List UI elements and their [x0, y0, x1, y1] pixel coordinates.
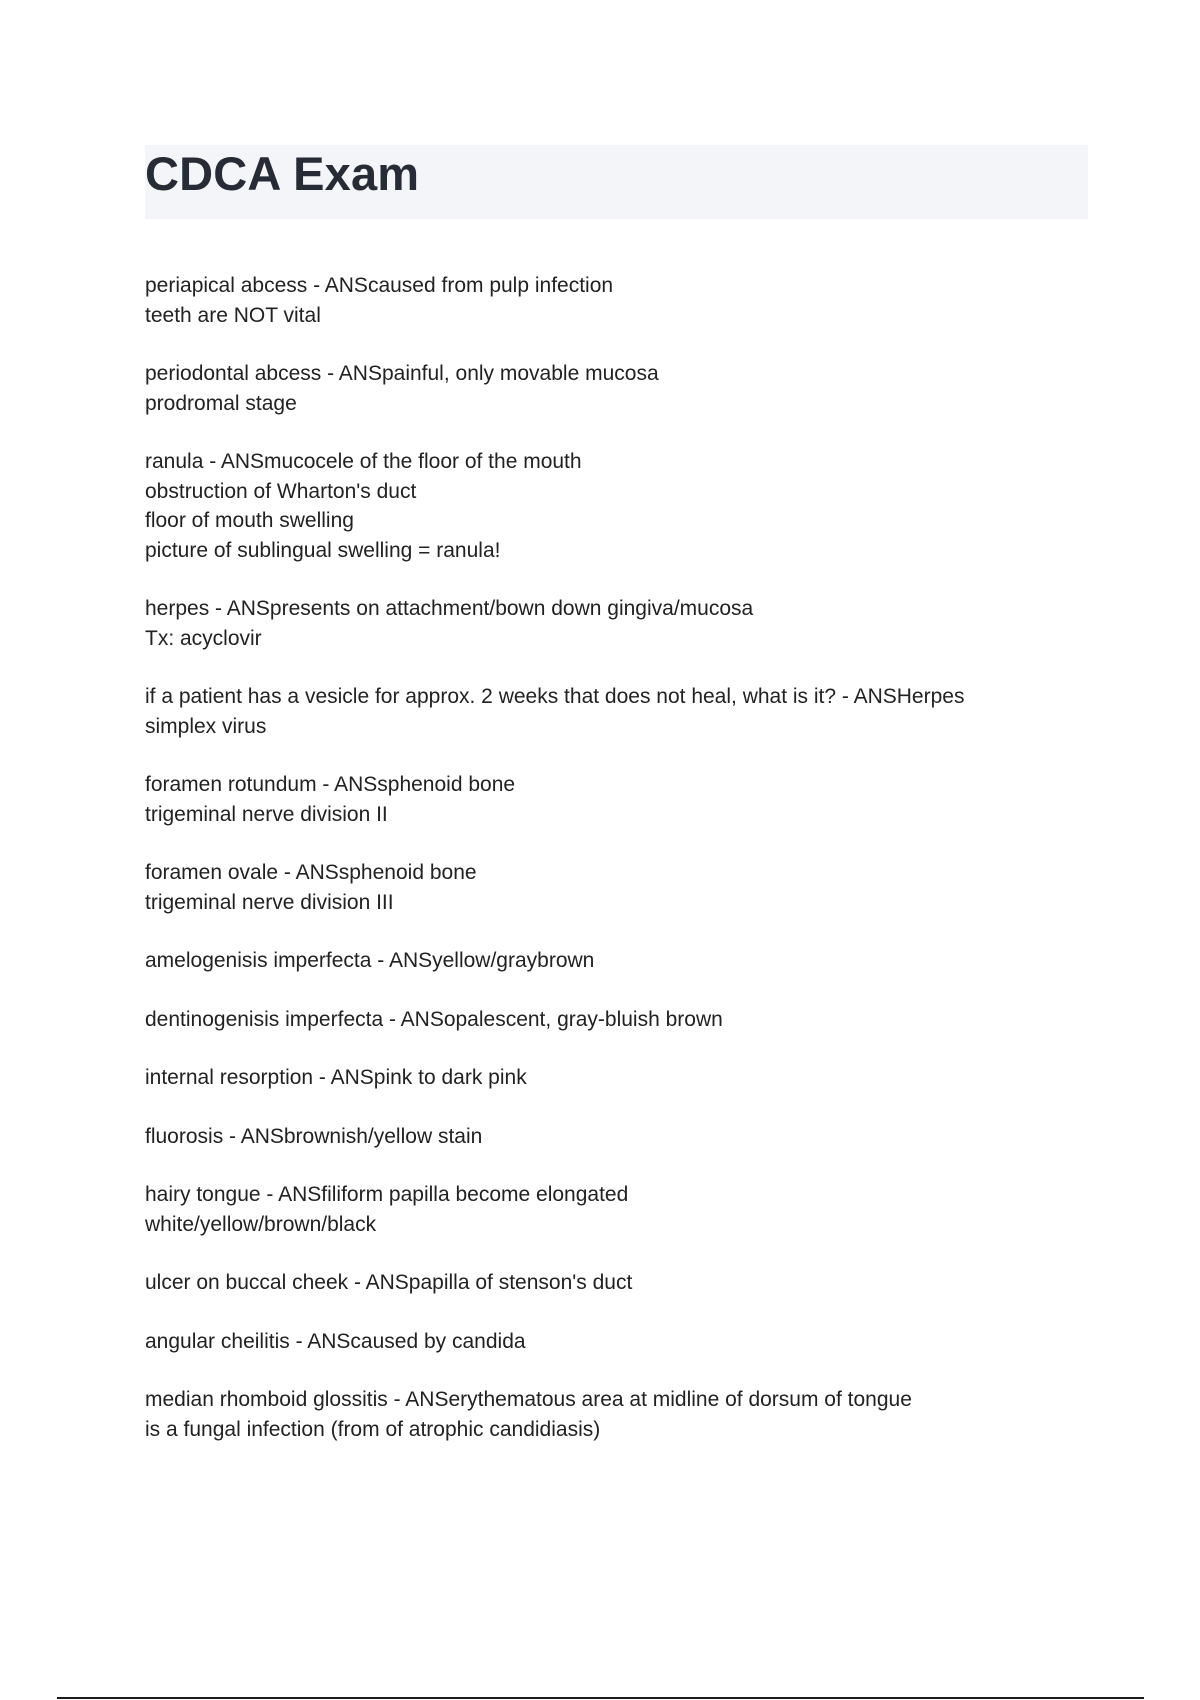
entry-line: foramen ovale - ANSsphenoid bone — [145, 861, 477, 884]
qa-entry — [145, 1180, 1085, 1239]
entry-line: white/yellow/brown/black — [145, 1212, 377, 1236]
qa-entry — [145, 1268, 1085, 1298]
document-title: CDCA Exam — [145, 147, 420, 200]
entry-line: internal resorption - ANSpink to dark pink — [145, 1066, 527, 1089]
qa-entry — [145, 1063, 1085, 1093]
entry-line: periapical abcess - ANScaused from pulp infection — [145, 274, 614, 297]
qa-entry — [145, 858, 1085, 917]
entry-line: dentinogenisis imperfecta - ANSopalescent, gray-bluish brown — [145, 1007, 723, 1031]
entry-line: angular cheilitis - ANScaused by candida — [145, 1329, 526, 1353]
entry-line: if a patient has a vesicle for approx. 2 weeks that does not heal, what is it? - ANSHerpes — [145, 685, 965, 708]
entry-line: simplex virus — [145, 714, 267, 738]
entry-line: median rhomboid glossitis - ANSerythematous area at midline of dorsum of tongue — [145, 1388, 912, 1411]
qa-entry — [145, 770, 1085, 829]
entry-line: amelogenisis imperfecta - ANSyellow/graybrown — [145, 949, 595, 972]
entry-line: trigeminal nerve division III — [145, 890, 394, 914]
qa-entry — [145, 1122, 1085, 1152]
qa-entry-list — [145, 271, 1085, 1473]
footer-divider — [57, 1697, 1144, 1699]
qa-entry — [145, 946, 1085, 976]
entry-line: foramen rotundum - ANSsphenoid bone — [145, 773, 516, 796]
entry-line: Tx: acyclovir — [145, 626, 262, 650]
qa-entry — [145, 594, 1085, 653]
entry-line: teeth are NOT vital — [145, 303, 321, 327]
entry-line: obstruction of Wharton's duct — [145, 479, 417, 503]
entry-line: ulcer on buccal cheek - ANSpapilla of stenson's duct — [145, 1271, 633, 1294]
entry-line: ranula - ANSmucocele of the floor of the mouth — [145, 450, 582, 473]
qa-entry — [145, 271, 1085, 330]
qa-entry — [145, 1005, 1085, 1035]
qa-entry — [145, 447, 1085, 565]
entry-line: prodromal stage — [145, 391, 297, 415]
qa-entry — [145, 1385, 1085, 1444]
qa-entry — [145, 359, 1085, 418]
entry-line: herpes - ANSpresents on attachment/bown down gingiva/mucosa — [145, 597, 754, 620]
entry-line: trigeminal nerve division II — [145, 802, 388, 826]
qa-entry — [145, 1327, 1085, 1357]
entry-line: is a fungal infection (from of atrophic candidiasis) — [145, 1417, 601, 1441]
entry-line: floor of mouth swelling — [145, 509, 354, 532]
entry-line: fluorosis - ANSbrownish/yellow stain — [145, 1124, 483, 1148]
entry-line: picture of sublingual swelling = ranula! — [145, 538, 501, 562]
qa-entry — [145, 682, 1085, 741]
entry-line: hairy tongue - ANSfiliform papilla become elongated — [145, 1183, 629, 1206]
entry-line: periodontal abcess - ANSpainful, only movable mucosa — [145, 362, 659, 385]
